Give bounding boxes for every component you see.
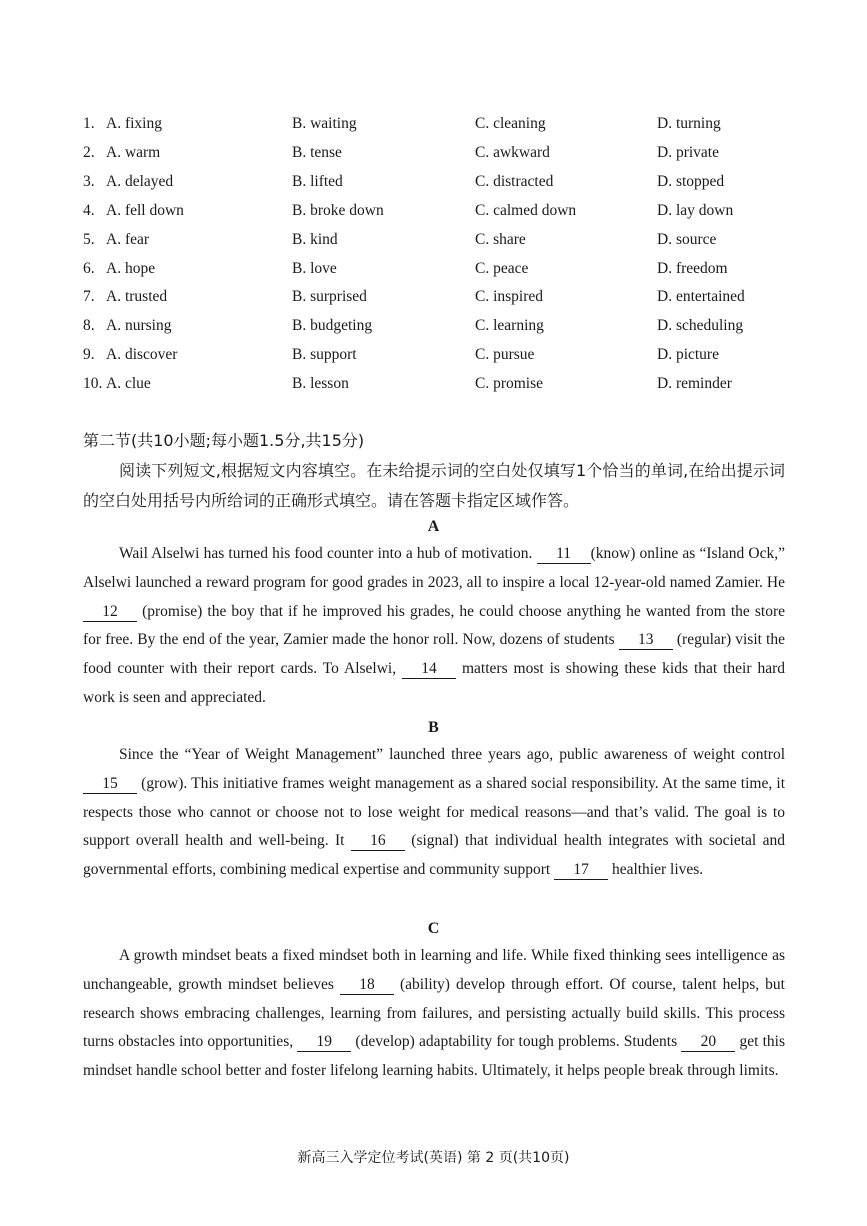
option-a: A. fear [106,230,150,248]
question-number: 6. [83,259,95,277]
option-row [0,110,867,138]
passage-text: (grow). This initiative frames weight management as a shared social responsibility. At the same time, it respects those who cannot or choose not to lose weight for medical reasons—and that’s valid. The goal is to support overall health and well-being. It [83,774,785,850]
option-b: B. waiting [292,115,357,132]
option-c: C. distracted [475,172,554,190]
passage-text: Since the “Year of Weight Management” launched three years ago, public awareness of weight control [119,746,785,763]
option-a: A. clue [106,375,151,393]
question-number: 2. [83,143,95,161]
question-number: 4. [83,201,95,219]
answer-blank: 14 [402,660,456,679]
option-a: A. discover [106,346,178,364]
option-b: B. budgeting [292,317,373,335]
page-footer: 新高三入学定位考试(英语) 第 2 页(共10页) [297,1150,570,1166]
passage-title-c: C [427,920,440,937]
answer-blank: 18 [340,976,394,995]
question-number: 3. [83,172,95,190]
passage-a [83,540,785,713]
answer-blank: 19 [297,1033,351,1052]
passage-title-b: B [428,719,439,736]
option-b: B. broke down [292,201,384,219]
passage-b [83,741,785,885]
option-d: D. private [657,143,719,161]
option-c: C. inspired [475,288,544,306]
question-number: 9. [83,346,95,364]
option-d: D. freedom [657,259,728,277]
option-b: B. support [292,346,357,364]
option-a: A. hope [106,259,156,277]
option-c: C. promise [475,375,544,393]
passage-text: (know) online as “Island Ock,” Alselwi launched a reward program for good grades in 2023, all to inspire a local 12-year-old named Zamier. He [83,545,785,591]
option-a: A. delayed [106,172,174,190]
option-d: D. source [657,230,717,248]
answer-blank: 16 [351,832,405,851]
passage-text: healthier lives. [608,861,704,879]
question-number: 10. [83,375,103,393]
passage-text: get this mindset handle school better and foster lifelong learning habits. Ultimately, it helps people break through limits. [83,1033,785,1080]
option-c: C. pursue [475,346,535,364]
option-row [0,370,867,398]
option-c: C. peace [475,259,529,277]
section-instruction: 阅读下列短文,根据短文内容填空。在未给提示词的空白处仅填写1个恰当的单词,在给出提示词的空白处用括号内所给词的正确形式填空。请在答题卡指定区域作答。 [83,461,785,510]
option-d: D. lay down [657,201,734,219]
passage-text: matters most is showing these kids that their hard work is seen and appreciated. [83,660,786,706]
option-c: C. share [475,230,526,248]
passage-text: Wail Alselwi has turned his food counter into a hub of motivation. [119,545,537,562]
passage-text: (signal) that individual health integrates with societal and governmental efforts, combining medical expertise and community support [83,832,785,879]
answer-blank: 20 [681,1033,735,1052]
option-d: D. picture [657,346,719,364]
passage-title-a: A [427,518,440,535]
question-number: 7. [83,288,95,306]
option-row [0,312,867,340]
passage-text: (develop) adaptability for tough problems. Students [351,1033,682,1051]
option-row [0,197,867,225]
option-row [0,283,867,311]
option-c: C. cleaning [475,115,546,132]
option-d: D. stopped [657,172,725,190]
option-a: A. nursing [106,317,172,335]
option-c: C. learning [475,317,544,335]
passage-text: (promise) the boy that if he improved his grades, he could choose anything he wanted from the store for free. By the end of the year, Zamier made the honor roll. Now, dozens of students [83,602,785,649]
option-a: A. fell down [106,201,184,219]
option-b: B. love [292,259,337,277]
option-a: A. trusted [106,288,168,306]
question-number: 5. [83,230,95,248]
option-row [0,255,867,283]
option-d: D. turning [657,115,721,132]
section-heading: 第二节(共10小题;每小题1.5分,共15分) [83,431,365,450]
option-b: B. surprised [292,288,367,306]
option-c: C. calmed down [475,201,577,219]
answer-blank: 12 [83,603,137,622]
option-row [0,168,867,196]
option-a: A. fixing [106,115,162,132]
question-number: 8. [83,317,95,335]
passage-text: (regular) visit the food counter with their report cards. To Alselwi, [83,631,785,678]
option-d: D. reminder [657,375,732,393]
answer-blank: 15 [83,775,137,794]
question-number: 1. [83,115,95,132]
answer-blank: 11 [537,545,591,564]
option-a: A. warm [106,143,161,161]
answer-blank: 17 [554,861,608,880]
option-row [0,226,867,254]
passage-text: A growth mindset beats a fixed mindset both in learning and life. While fixed thinking sees intelligence as unchangeable, growth mindset believes [83,947,785,993]
option-b: B. kind [292,230,338,248]
option-d: D. scheduling [657,317,744,335]
option-row [0,139,867,167]
answer-blank: 13 [619,631,673,650]
option-row [0,341,867,369]
option-c: C. awkward [475,143,550,161]
option-b: B. tense [292,143,342,161]
option-b: B. lesson [292,375,349,393]
passage-c [83,942,785,1086]
passage-text: (ability) develop through effort. Of course, talent helps, but research shows embracing challenges, learning from failures, and persisting actually build skills. This process turns obstacles into opportunities, [83,975,785,1051]
option-d: D. entertained [657,288,745,306]
option-b: B. lifted [292,172,343,190]
